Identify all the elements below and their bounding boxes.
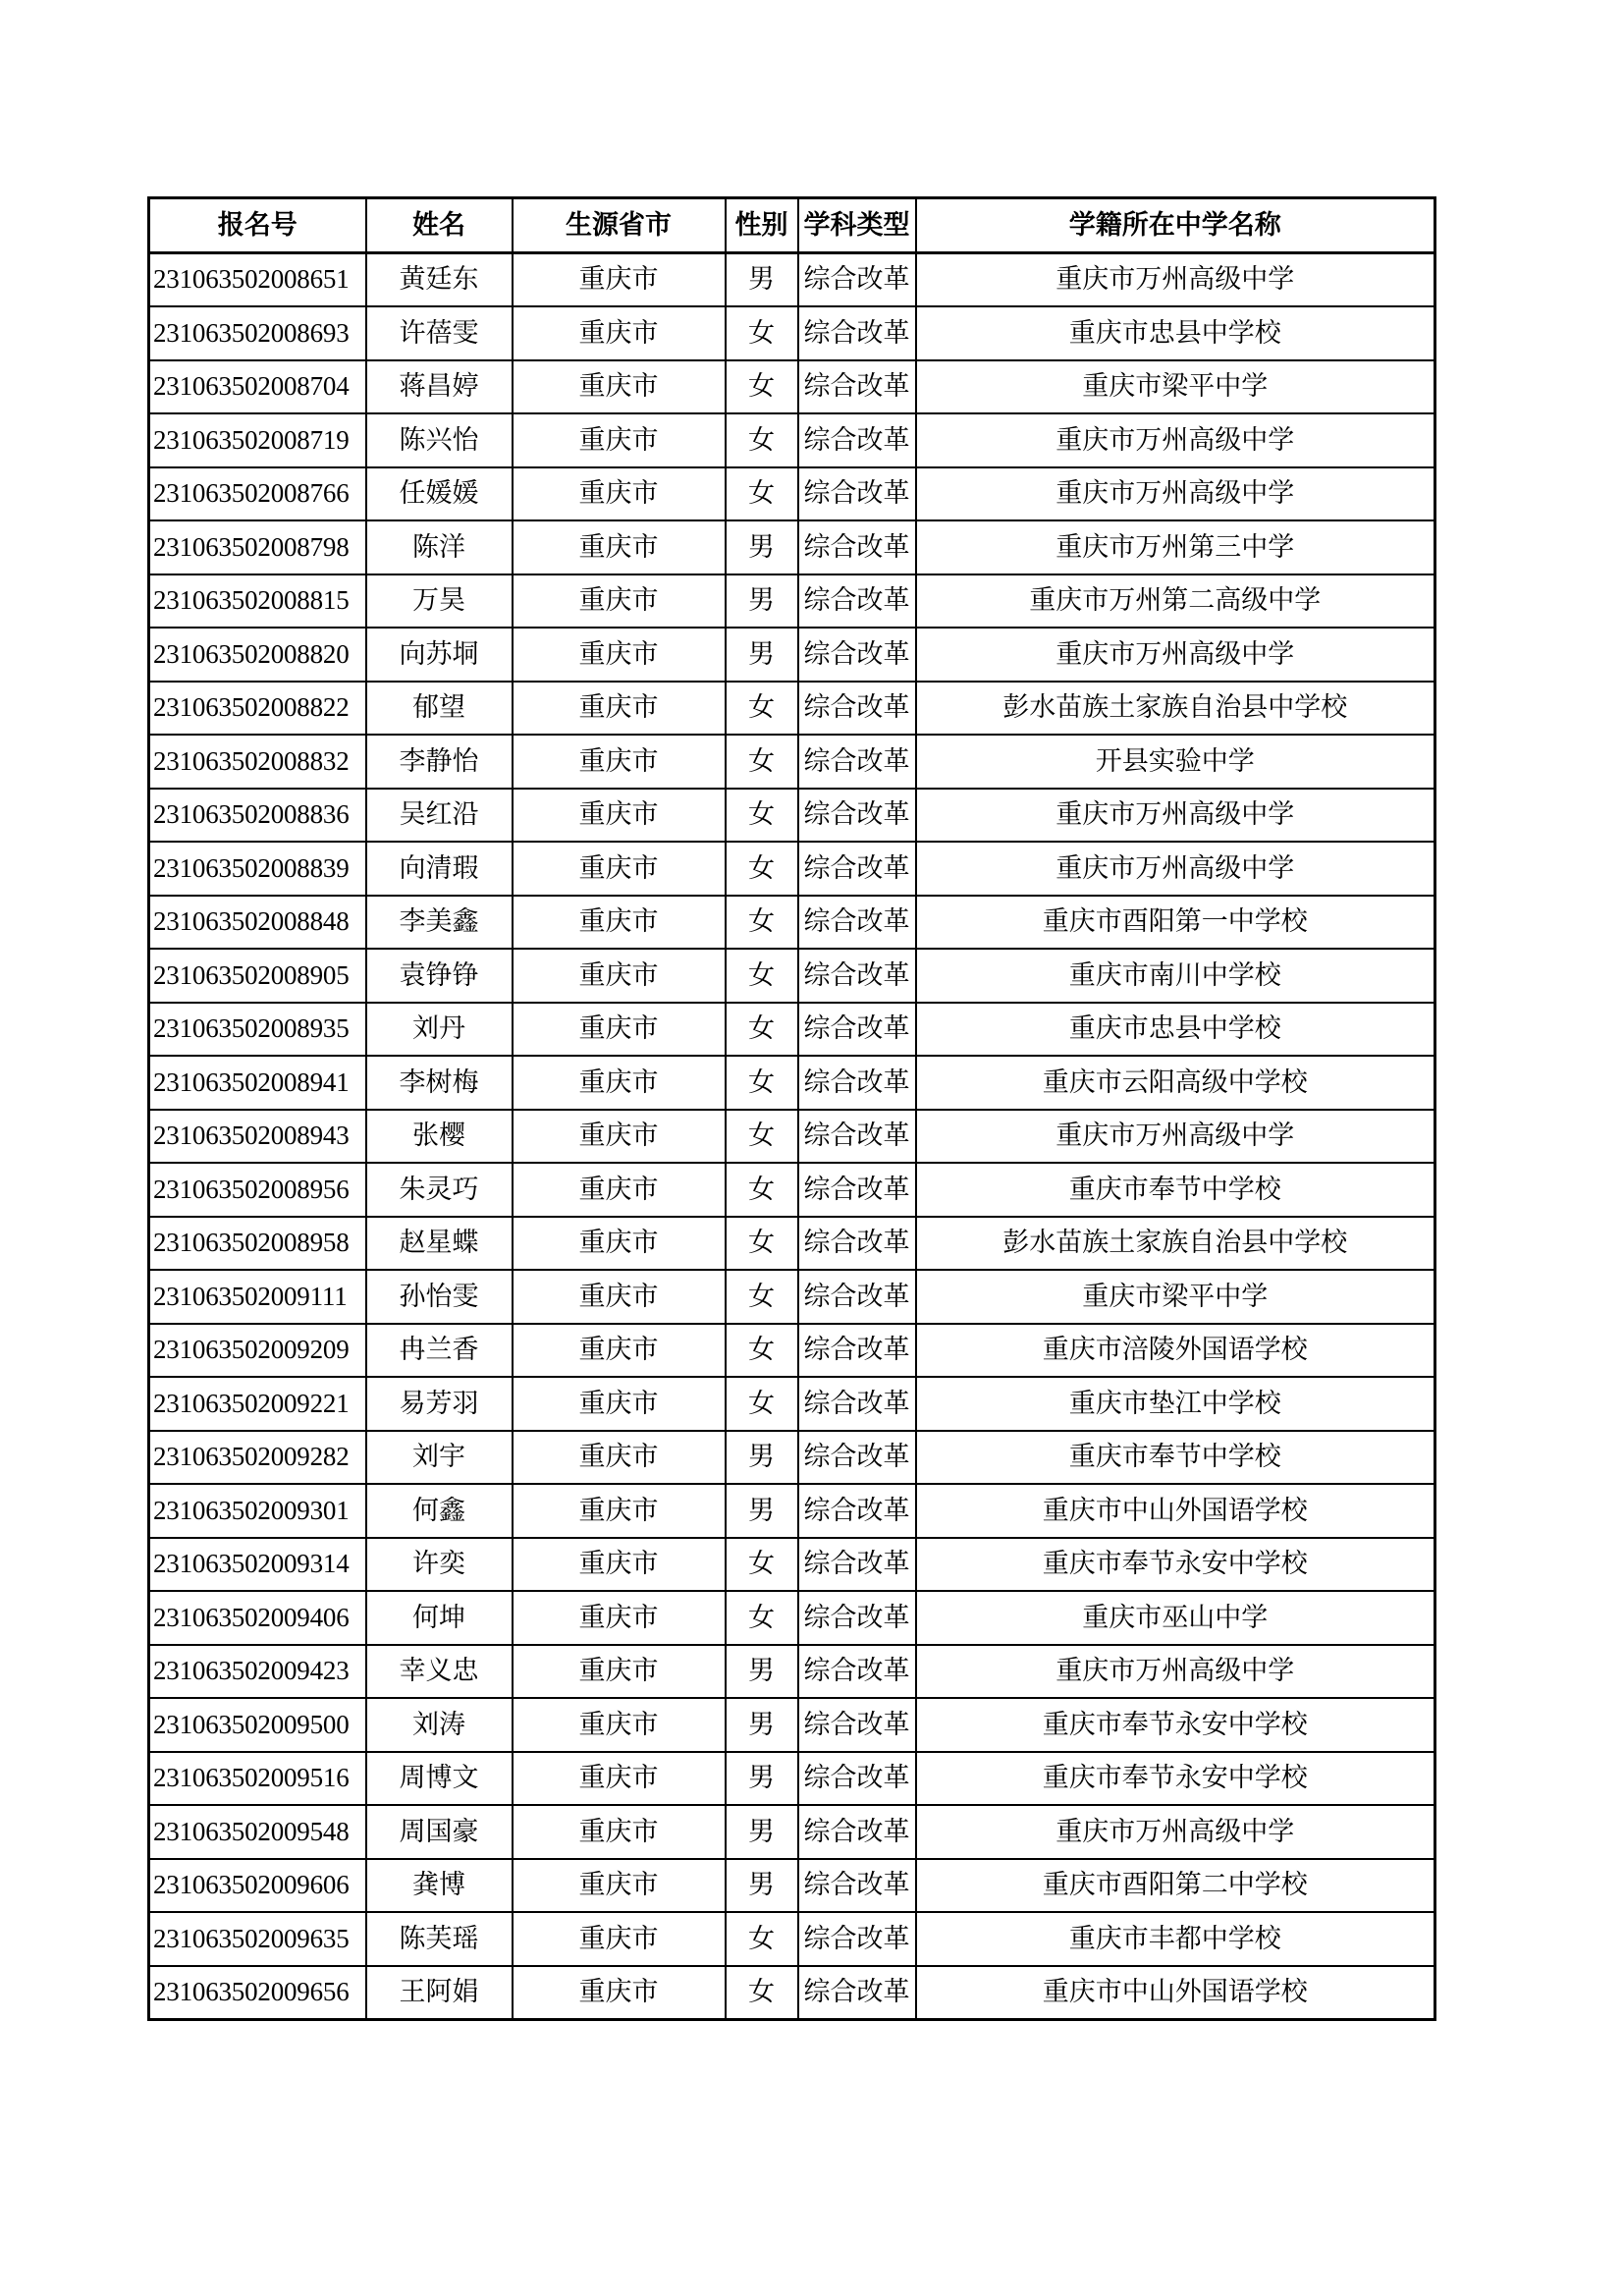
registration-number-cell: 231063502009282	[149, 1431, 366, 1485]
registration-number-cell: 231063502008798	[149, 520, 366, 574]
school-name-cell: 重庆市万州高级中学	[916, 1805, 1435, 1859]
gender-cell: 女	[726, 1003, 798, 1057]
table-row	[149, 682, 1435, 736]
school-name-cell: 重庆市万州高级中学	[916, 842, 1435, 896]
school-name-cell: 重庆市巫山中学	[916, 1591, 1435, 1645]
registration-number-cell: 231063502008651	[149, 252, 366, 306]
gender-cell: 女	[726, 1324, 798, 1378]
origin-province-cell: 重庆市	[513, 682, 726, 736]
table-row	[149, 520, 1435, 574]
subject-type-cell: 综合改革	[798, 360, 916, 414]
header-school-name: 学籍所在中学名称	[916, 198, 1435, 253]
origin-province-cell: 重庆市	[513, 467, 726, 521]
origin-province-cell: 重庆市	[513, 1805, 726, 1859]
gender-cell: 女	[726, 1270, 798, 1324]
subject-type-cell: 综合改革	[798, 1805, 916, 1859]
subject-type-cell: 综合改革	[798, 1752, 916, 1806]
registration-number-cell: 231063502008941	[149, 1056, 366, 1110]
origin-province-cell: 重庆市	[513, 735, 726, 789]
registration-number-cell: 231063502008848	[149, 896, 366, 950]
gender-cell: 女	[726, 896, 798, 950]
origin-province-cell: 重庆市	[513, 1324, 726, 1378]
gender-cell: 女	[726, 789, 798, 843]
registration-number-cell: 231063502009516	[149, 1752, 366, 1806]
school-name-cell: 重庆市梁平中学	[916, 360, 1435, 414]
table-row	[149, 1752, 1435, 1806]
school-name-cell: 重庆市梁平中学	[916, 1270, 1435, 1324]
gender-cell: 男	[726, 1805, 798, 1859]
subject-type-cell: 综合改革	[798, 413, 916, 467]
table-header-row	[149, 198, 1435, 253]
subject-type-cell: 综合改革	[798, 1270, 916, 1324]
school-name-cell: 重庆市万州高级中学	[916, 628, 1435, 682]
name-cell: 王阿娟	[366, 1966, 513, 2020]
table-row	[149, 1110, 1435, 1164]
roster-sheet	[147, 196, 1434, 2021]
origin-province-cell: 重庆市	[513, 1912, 726, 1966]
table-row	[149, 1698, 1435, 1752]
table-row	[149, 1377, 1435, 1431]
name-cell: 吴红沿	[366, 789, 513, 843]
school-name-cell: 重庆市奉节永安中学校	[916, 1752, 1435, 1806]
registration-number-cell: 231063502009111	[149, 1270, 366, 1324]
gender-cell: 女	[726, 842, 798, 896]
table-row	[149, 413, 1435, 467]
name-cell: 向清瑕	[366, 842, 513, 896]
name-cell: 刘丹	[366, 1003, 513, 1057]
name-cell: 龚博	[366, 1859, 513, 1913]
name-cell: 黄廷东	[366, 252, 513, 306]
name-cell: 易芳羽	[366, 1377, 513, 1431]
school-name-cell: 重庆市万州第二高级中学	[916, 574, 1435, 629]
admission-roster-table	[147, 196, 1436, 2021]
registration-number-cell: 231063502009209	[149, 1324, 366, 1378]
name-cell: 任媛媛	[366, 467, 513, 521]
gender-cell: 女	[726, 1110, 798, 1164]
subject-type-cell: 综合改革	[798, 949, 916, 1003]
registration-number-cell: 231063502008704	[149, 360, 366, 414]
table-row	[149, 1163, 1435, 1217]
gender-cell: 男	[726, 252, 798, 306]
name-cell: 蒋昌婷	[366, 360, 513, 414]
origin-province-cell: 重庆市	[513, 1056, 726, 1110]
name-cell: 朱灵巧	[366, 1163, 513, 1217]
origin-province-cell: 重庆市	[513, 949, 726, 1003]
registration-number-cell: 231063502009500	[149, 1698, 366, 1752]
table-row	[149, 1645, 1435, 1699]
name-cell: 万昊	[366, 574, 513, 629]
subject-type-cell: 综合改革	[798, 682, 916, 736]
table-row	[149, 1859, 1435, 1913]
name-cell: 刘宇	[366, 1431, 513, 1485]
table-row	[149, 467, 1435, 521]
header-subject-type: 学科类型	[798, 198, 916, 253]
registration-number-cell: 231063502009548	[149, 1805, 366, 1859]
header-registration-number: 报名号	[149, 198, 366, 253]
registration-number-cell: 231063502009221	[149, 1377, 366, 1431]
school-name-cell: 重庆市丰都中学校	[916, 1912, 1435, 1966]
gender-cell: 女	[726, 682, 798, 736]
origin-province-cell: 重庆市	[513, 1110, 726, 1164]
origin-province-cell: 重庆市	[513, 842, 726, 896]
name-cell: 刘涛	[366, 1698, 513, 1752]
subject-type-cell: 综合改革	[798, 520, 916, 574]
school-name-cell: 重庆市忠县中学校	[916, 306, 1435, 360]
registration-number-cell: 231063502008943	[149, 1110, 366, 1164]
subject-type-cell: 综合改革	[798, 789, 916, 843]
school-name-cell: 重庆市奉节中学校	[916, 1163, 1435, 1217]
gender-cell: 女	[726, 1591, 798, 1645]
gender-cell: 男	[726, 520, 798, 574]
school-name-cell: 重庆市万州高级中学	[916, 413, 1435, 467]
origin-province-cell: 重庆市	[513, 1217, 726, 1271]
table-row	[149, 1912, 1435, 1966]
name-cell: 周国豪	[366, 1805, 513, 1859]
name-cell: 陈兴怡	[366, 413, 513, 467]
name-cell: 陈芙瑶	[366, 1912, 513, 1966]
registration-number-cell: 231063502008719	[149, 413, 366, 467]
gender-cell: 女	[726, 1217, 798, 1271]
subject-type-cell: 综合改革	[798, 306, 916, 360]
subject-type-cell: 综合改革	[798, 1110, 916, 1164]
school-name-cell: 重庆市万州第三中学	[916, 520, 1435, 574]
registration-number-cell: 231063502008832	[149, 735, 366, 789]
registration-number-cell: 231063502009635	[149, 1912, 366, 1966]
gender-cell: 男	[726, 1859, 798, 1913]
school-name-cell: 重庆市忠县中学校	[916, 1003, 1435, 1057]
subject-type-cell: 综合改革	[798, 252, 916, 306]
school-name-cell: 重庆市中山外国语学校	[916, 1966, 1435, 2020]
registration-number-cell: 231063502009406	[149, 1591, 366, 1645]
origin-province-cell: 重庆市	[513, 1752, 726, 1806]
origin-province-cell: 重庆市	[513, 1484, 726, 1538]
table-row	[149, 306, 1435, 360]
subject-type-cell: 综合改革	[798, 574, 916, 629]
gender-cell: 女	[726, 735, 798, 789]
gender-cell: 女	[726, 1163, 798, 1217]
name-cell: 张樱	[366, 1110, 513, 1164]
origin-province-cell: 重庆市	[513, 1966, 726, 2020]
name-cell: 许蓓雯	[366, 306, 513, 360]
table-row	[149, 1484, 1435, 1538]
table-row	[149, 1591, 1435, 1645]
origin-province-cell: 重庆市	[513, 789, 726, 843]
subject-type-cell: 综合改革	[798, 1003, 916, 1057]
header-name: 姓名	[366, 198, 513, 253]
origin-province-cell: 重庆市	[513, 1270, 726, 1324]
gender-cell: 女	[726, 1912, 798, 1966]
school-name-cell: 重庆市中山外国语学校	[916, 1484, 1435, 1538]
origin-province-cell: 重庆市	[513, 1859, 726, 1913]
origin-province-cell: 重庆市	[513, 306, 726, 360]
name-cell: 向苏垌	[366, 628, 513, 682]
subject-type-cell: 综合改革	[798, 1324, 916, 1378]
table-row	[149, 1217, 1435, 1271]
table-row	[149, 252, 1435, 306]
subject-type-cell: 综合改革	[798, 1912, 916, 1966]
subject-type-cell: 综合改革	[798, 1377, 916, 1431]
subject-type-cell: 综合改革	[798, 1591, 916, 1645]
subject-type-cell: 综合改革	[798, 896, 916, 950]
table-row	[149, 1431, 1435, 1485]
school-name-cell: 重庆市酉阳第二中学校	[916, 1859, 1435, 1913]
gender-cell: 女	[726, 306, 798, 360]
school-name-cell: 重庆市万州高级中学	[916, 1110, 1435, 1164]
table-row	[149, 1805, 1435, 1859]
origin-province-cell: 重庆市	[513, 252, 726, 306]
table-body	[149, 252, 1435, 2020]
subject-type-cell: 综合改革	[798, 1431, 916, 1485]
registration-number-cell: 231063502009606	[149, 1859, 366, 1913]
school-name-cell: 开县实验中学	[916, 735, 1435, 789]
gender-cell: 男	[726, 1484, 798, 1538]
name-cell: 李静怡	[366, 735, 513, 789]
name-cell: 何坤	[366, 1591, 513, 1645]
name-cell: 孙怡雯	[366, 1270, 513, 1324]
name-cell: 李美鑫	[366, 896, 513, 950]
table-row	[149, 1538, 1435, 1592]
school-name-cell: 重庆市奉节永安中学校	[916, 1538, 1435, 1592]
registration-number-cell: 231063502008905	[149, 949, 366, 1003]
origin-province-cell: 重庆市	[513, 520, 726, 574]
table-row	[149, 789, 1435, 843]
name-cell: 周博文	[366, 1752, 513, 1806]
table-row	[149, 360, 1435, 414]
origin-province-cell: 重庆市	[513, 1645, 726, 1699]
subject-type-cell: 综合改革	[798, 1056, 916, 1110]
gender-cell: 女	[726, 413, 798, 467]
gender-cell: 男	[726, 1752, 798, 1806]
school-name-cell: 重庆市万州高级中学	[916, 467, 1435, 521]
subject-type-cell: 综合改革	[798, 735, 916, 789]
school-name-cell: 重庆市垫江中学校	[916, 1377, 1435, 1431]
registration-number-cell: 231063502008815	[149, 574, 366, 629]
subject-type-cell: 综合改革	[798, 1698, 916, 1752]
gender-cell: 男	[726, 1698, 798, 1752]
subject-type-cell: 综合改革	[798, 1163, 916, 1217]
gender-cell: 女	[726, 1966, 798, 2020]
table-row	[149, 1056, 1435, 1110]
registration-number-cell: 231063502009314	[149, 1538, 366, 1592]
name-cell: 许奕	[366, 1538, 513, 1592]
gender-cell: 男	[726, 1645, 798, 1699]
school-name-cell: 重庆市万州高级中学	[916, 789, 1435, 843]
school-name-cell: 彭水苗族土家族自治县中学校	[916, 682, 1435, 736]
gender-cell: 女	[726, 1056, 798, 1110]
registration-number-cell: 231063502008956	[149, 1163, 366, 1217]
subject-type-cell: 综合改革	[798, 1538, 916, 1592]
name-cell: 幸义忠	[366, 1645, 513, 1699]
header-gender: 性别	[726, 198, 798, 253]
origin-province-cell: 重庆市	[513, 360, 726, 414]
table-row	[149, 628, 1435, 682]
subject-type-cell: 综合改革	[798, 628, 916, 682]
origin-province-cell: 重庆市	[513, 1591, 726, 1645]
origin-province-cell: 重庆市	[513, 1003, 726, 1057]
table-row	[149, 1966, 1435, 2020]
origin-province-cell: 重庆市	[513, 896, 726, 950]
subject-type-cell: 综合改革	[798, 842, 916, 896]
school-name-cell: 重庆市云阳高级中学校	[916, 1056, 1435, 1110]
origin-province-cell: 重庆市	[513, 574, 726, 629]
registration-number-cell: 231063502008822	[149, 682, 366, 736]
table-row	[149, 1270, 1435, 1324]
gender-cell: 女	[726, 360, 798, 414]
table-row	[149, 842, 1435, 896]
registration-number-cell: 231063502008935	[149, 1003, 366, 1057]
table-row	[149, 896, 1435, 950]
name-cell: 陈洋	[366, 520, 513, 574]
school-name-cell: 重庆市南川中学校	[916, 949, 1435, 1003]
name-cell: 赵星蝶	[366, 1217, 513, 1271]
origin-province-cell: 重庆市	[513, 413, 726, 467]
subject-type-cell: 综合改革	[798, 1859, 916, 1913]
registration-number-cell: 231063502008766	[149, 467, 366, 521]
registration-number-cell: 231063502009656	[149, 1966, 366, 2020]
origin-province-cell: 重庆市	[513, 1538, 726, 1592]
school-name-cell: 重庆市万州高级中学	[916, 252, 1435, 306]
subject-type-cell: 综合改革	[798, 1966, 916, 2020]
table-row	[149, 574, 1435, 629]
origin-province-cell: 重庆市	[513, 628, 726, 682]
table-row	[149, 1324, 1435, 1378]
origin-province-cell: 重庆市	[513, 1698, 726, 1752]
registration-number-cell: 231063502008836	[149, 789, 366, 843]
gender-cell: 女	[726, 1538, 798, 1592]
school-name-cell: 重庆市奉节中学校	[916, 1431, 1435, 1485]
gender-cell: 男	[726, 1431, 798, 1485]
table-row	[149, 1003, 1435, 1057]
gender-cell: 男	[726, 628, 798, 682]
subject-type-cell: 综合改革	[798, 1217, 916, 1271]
name-cell: 郁望	[366, 682, 513, 736]
name-cell: 冉兰香	[366, 1324, 513, 1378]
name-cell: 何鑫	[366, 1484, 513, 1538]
registration-number-cell: 231063502009423	[149, 1645, 366, 1699]
subject-type-cell: 综合改革	[798, 467, 916, 521]
table-row	[149, 949, 1435, 1003]
school-name-cell: 彭水苗族土家族自治县中学校	[916, 1217, 1435, 1271]
school-name-cell: 重庆市酉阳第一中学校	[916, 896, 1435, 950]
subject-type-cell: 综合改革	[798, 1645, 916, 1699]
gender-cell: 男	[726, 574, 798, 629]
registration-number-cell: 231063502008839	[149, 842, 366, 896]
school-name-cell: 重庆市涪陵外国语学校	[916, 1324, 1435, 1378]
registration-number-cell: 231063502008958	[149, 1217, 366, 1271]
origin-province-cell: 重庆市	[513, 1377, 726, 1431]
name-cell: 袁铮铮	[366, 949, 513, 1003]
school-name-cell: 重庆市奉节永安中学校	[916, 1698, 1435, 1752]
school-name-cell: 重庆市万州高级中学	[916, 1645, 1435, 1699]
header-origin-province: 生源省市	[513, 198, 726, 253]
subject-type-cell: 综合改革	[798, 1484, 916, 1538]
registration-number-cell: 231063502008693	[149, 306, 366, 360]
origin-province-cell: 重庆市	[513, 1431, 726, 1485]
registration-number-cell: 231063502008820	[149, 628, 366, 682]
gender-cell: 女	[726, 467, 798, 521]
gender-cell: 女	[726, 1377, 798, 1431]
gender-cell: 女	[726, 949, 798, 1003]
table-row	[149, 735, 1435, 789]
registration-number-cell: 231063502009301	[149, 1484, 366, 1538]
name-cell: 李树梅	[366, 1056, 513, 1110]
origin-province-cell: 重庆市	[513, 1163, 726, 1217]
